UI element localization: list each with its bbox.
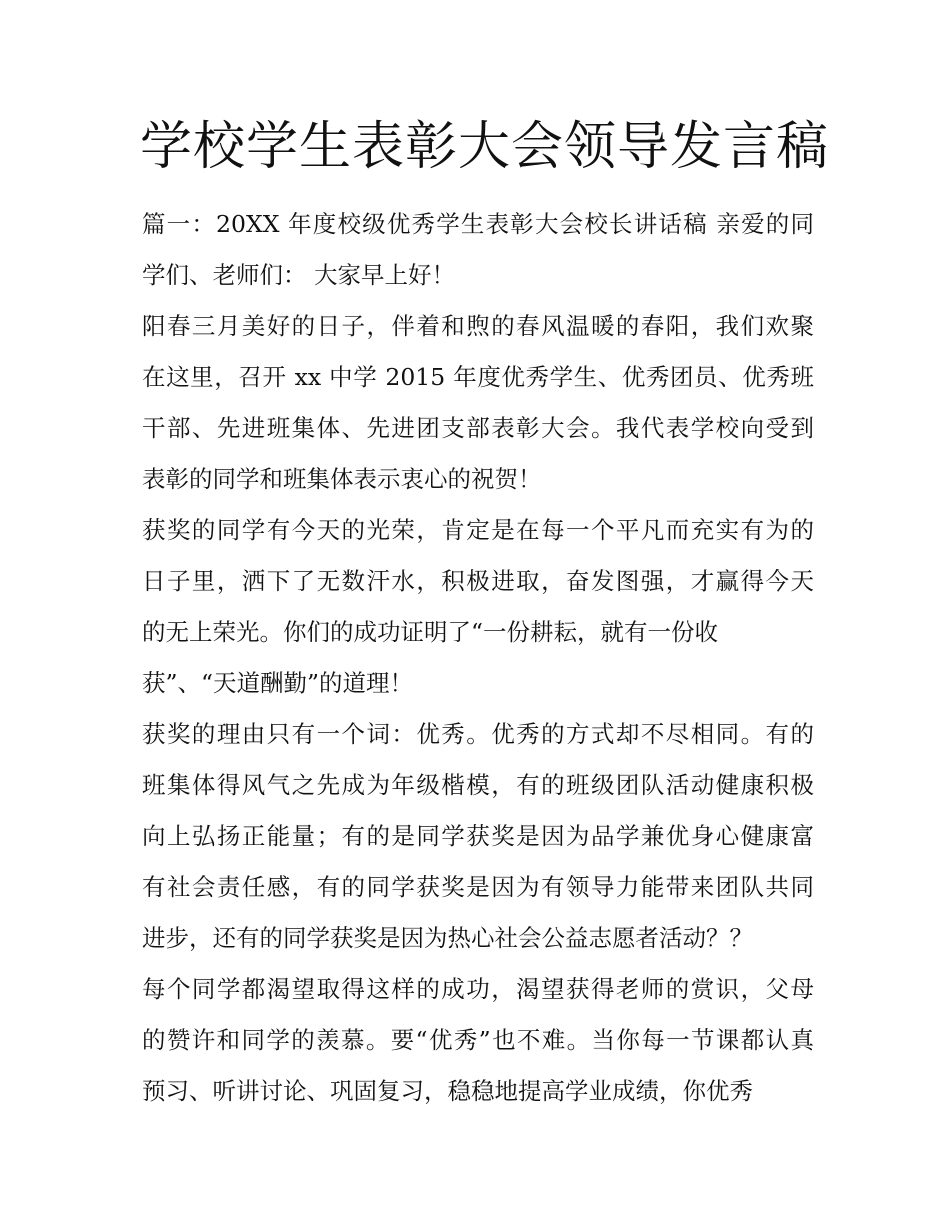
text-line: 学们、老师们： 大家早上好！ bbox=[142, 261, 455, 289]
text-line: 班集体得风气之先成为年级楷模，有的班级团队活动健康积极 bbox=[142, 771, 814, 799]
page-title: 学校学生表彰大会领导发言稿 bbox=[140, 117, 830, 177]
text-line: 进步，还有的同学获奖是因为热心社会公益志愿者活动？？ bbox=[142, 924, 753, 952]
document-body bbox=[142, 199, 814, 1117]
text-line: 阳春三月美好的日子，伴着和煦的春风温暖的春阳，我们欢聚 bbox=[142, 312, 814, 340]
text-line: 在这里，召开 xx 中学 2015 年度优秀学生、优秀团员、优秀班 bbox=[142, 363, 814, 391]
text-line: 日子里，洒下了无数汗水，积极进取，奋发图强，才赢得今天 bbox=[142, 567, 814, 595]
text-line: 预习、听讲讨论、巩固复习，稳稳地提高学业成绩，你优秀 bbox=[142, 1077, 753, 1105]
text-line: 的无上荣光。你们的成功证明了“一份耕耘，就有一份收 bbox=[142, 618, 719, 646]
text-line: 有社会责任感，有的同学获奖是因为有领导力能带来团队共同 bbox=[142, 873, 814, 901]
text-line: 表彰的同学和班集体表示衷心的祝贺！ bbox=[142, 465, 542, 493]
text-line: 干部、先进班集体、先进团支部表彰大会。我代表学校向受到 bbox=[142, 414, 814, 442]
text-line: 篇一：20XX 年度校级优秀学生表彰大会校长讲话稿 亲爱的同 bbox=[142, 210, 814, 238]
text-line: 的赞许和同学的羡慕。要“优秀”也不难。当你每一节课都认真 bbox=[142, 1026, 814, 1054]
text-line: 获”、“天道酬勤”的道理！ bbox=[142, 669, 414, 697]
text-line: 获奖的同学有今天的光荣，肯定是在每一个平凡而充实有为的 bbox=[142, 516, 814, 544]
text-line: 每个同学都渴望取得这样的成功，渴望获得老师的赏识，父母 bbox=[142, 975, 814, 1003]
text-line: 向上弘扬正能量；有的是同学获奖是因为品学兼优身心健康富 bbox=[142, 822, 814, 850]
text-line: 获奖的理由只有一个词：优秀。优秀的方式却不尽相同。有的 bbox=[142, 720, 814, 748]
